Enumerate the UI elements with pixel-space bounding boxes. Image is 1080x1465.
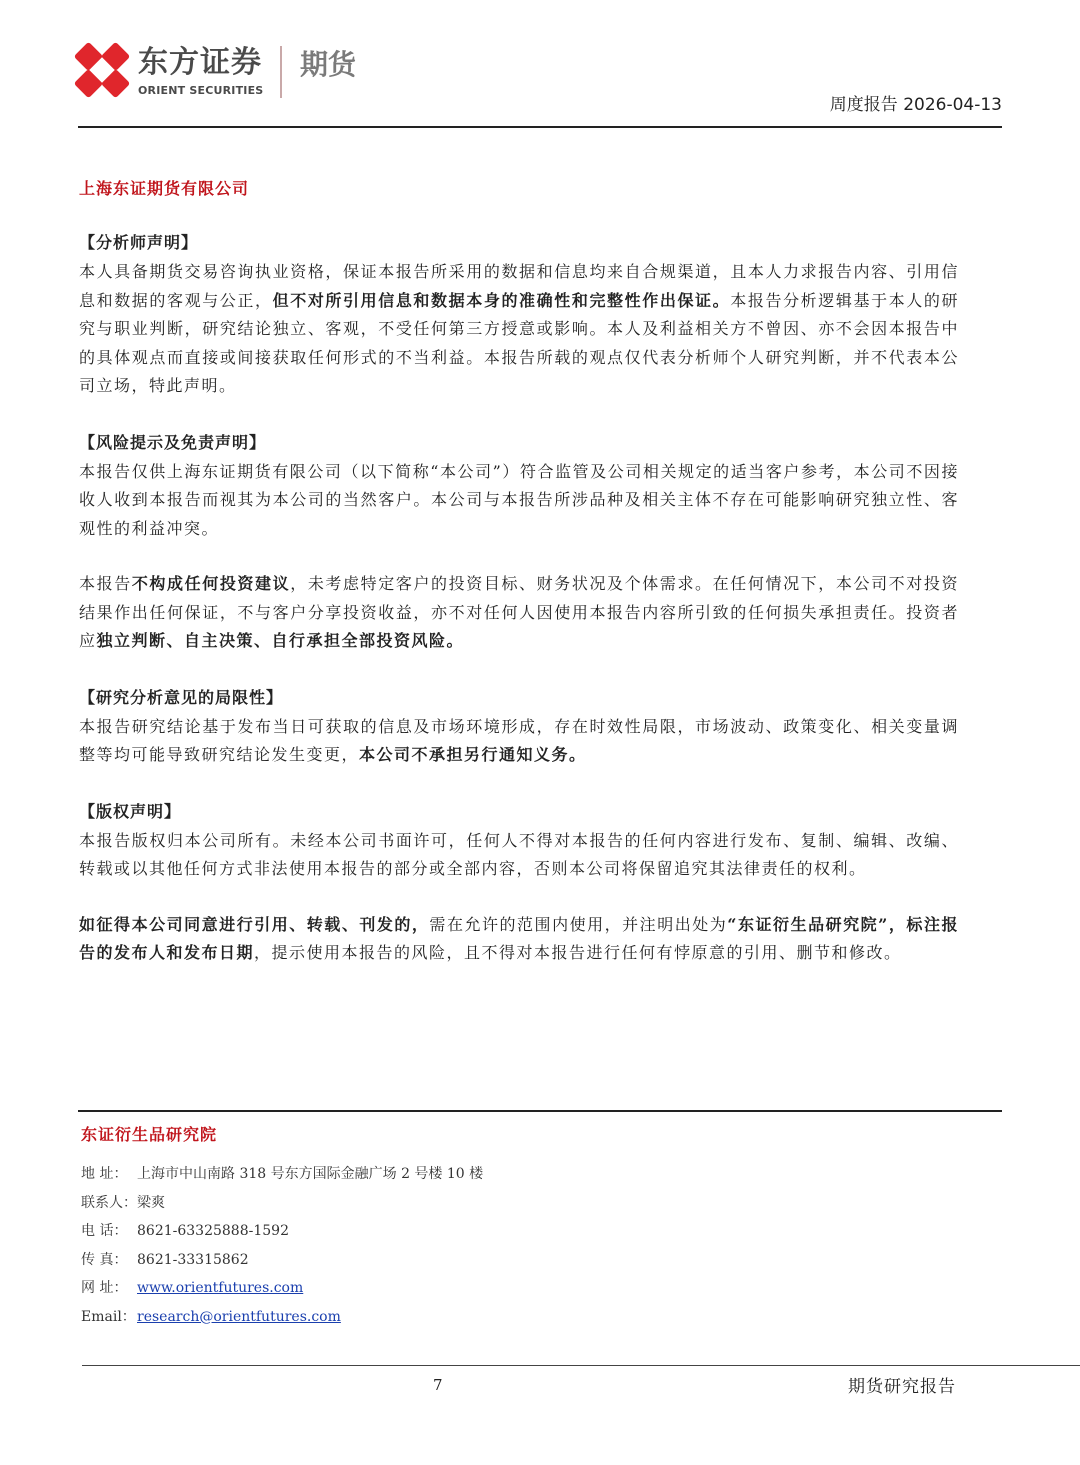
copyright-text-2: 如征得本公司同意进行引用、转载、刊发的，需在允许的范围内使用，并注明出处为“东证衍生品研究院”，标注报告的发布人和发布日期，提示使用本报告的风险，且不得对本报告进行任何有悖原意的引用、删节和修改。 bbox=[79, 914, 959, 962]
email-link[interactable]: research@orientfutures.com bbox=[137, 1308, 341, 1325]
website-row: 网 址： www.orientfutures.com bbox=[81, 1280, 304, 1296]
phone-row: 电 话： 8621-63325888-1592 bbox=[81, 1223, 289, 1239]
contact-block bbox=[81, 1160, 483, 1331]
company-name: 上海东证期货有限公司 bbox=[79, 179, 250, 198]
institute-name: 东证衍生品研究院 bbox=[81, 1125, 218, 1144]
risk-disclaimer-text-2: 本报告不构成任何投资建议，未考虑特定客户的投资目标、财务状况及个体需求。在任何情况下，本公司不对投资结果作出任何保证，不与客户分享投资收益，亦不对任何人因使用本报告内容所引致的任何损失承担责任。投资者应独立判断、自主决策、自行承担全部投资风险。 bbox=[79, 574, 959, 650]
limitations-title: 【研究分析意见的局限性】 bbox=[79, 687, 284, 707]
copyright-title: 【版权声明】 bbox=[79, 801, 182, 821]
risk-disclaimer-text-1: 本报告仅供上海东证期货有限公司（以下简称“本公司”）符合监管及公司相关规定的适当客户参考，本公司不因接收人收到本报告而视其为本公司的当然客户。本公司与本报告所涉品种及相关主体不存在可能影响研究独立性、客观性的利益冲突。 bbox=[79, 461, 959, 538]
page-footer-divider bbox=[82, 1365, 1080, 1366]
orient-logo-icon bbox=[72, 40, 132, 100]
brand-subtitle: 期货 bbox=[300, 48, 357, 81]
page-number: 7 bbox=[433, 1376, 443, 1394]
address-row: 地 址： 上海市中山南路 318 号东方国际金融广场 2 号楼 10 楼 bbox=[81, 1166, 484, 1182]
brand-name-en: ORIENT SECURITIES bbox=[138, 84, 264, 97]
brand-divider bbox=[280, 46, 282, 98]
risk-disclaimer-title: 【风险提示及免责声明】 bbox=[79, 432, 267, 452]
limitations-text: 本报告研究结论基于发布当日可获取的信息及市场环境形成，存在时效性局限，市场波动、政策变化、相关变量调整等均可能导致研究结论发生变更，本公司不承担另行通知义务。 bbox=[79, 716, 959, 764]
copyright-text-1: 本报告版权归本公司所有。未经本公司书面许可，任何人不得对本报告的任何内容进行发布、复制、编辑、改编、转载或以其他任何方式非法使用本报告的部分或全部内容，否则本公司将保留追究其法律责任的权利。 bbox=[79, 830, 959, 878]
analyst-statement-title: 【分析师声明】 bbox=[79, 233, 199, 252]
analyst-statement-text: 本人具备期货交易咨询执业资格，保证本报告所采用的数据和信息均来自合规渠道，且本人力求报告内容、引用信息和数据的客观与公正，但不对所引用信息和数据本身的准确性和完整性作出保证。本报告分析逻辑基于本人的研究与职业判断，研究结论独立、客观，不受任何第三方授意或影响。本人及利益相关方不曾因、亦不会因本报告中的具体观点而直接或间接获取任何形式的不当利益。本报告所载的观点仅代表分析师个人研究判断，并不代表本公司立场，特此声明。 bbox=[79, 262, 959, 395]
report-type-date: 周度报告 2026-04-13 bbox=[829, 95, 1002, 115]
website-link[interactable]: www.orientfutures.com bbox=[137, 1280, 304, 1296]
page-footer-title: 期货研究报告 bbox=[848, 1377, 956, 1397]
email-row: Email：research@orientfutures.com bbox=[81, 1308, 341, 1325]
header-divider bbox=[78, 126, 1002, 128]
footer-divider bbox=[78, 1110, 1002, 1112]
brand-name-cn: 东方证券 bbox=[138, 45, 262, 80]
contact-person-row: 联系人：梁爽 bbox=[81, 1194, 165, 1211]
disclaimer-body bbox=[79, 228, 959, 968]
fax-row: 传 真： 8621-33315862 bbox=[81, 1251, 249, 1268]
